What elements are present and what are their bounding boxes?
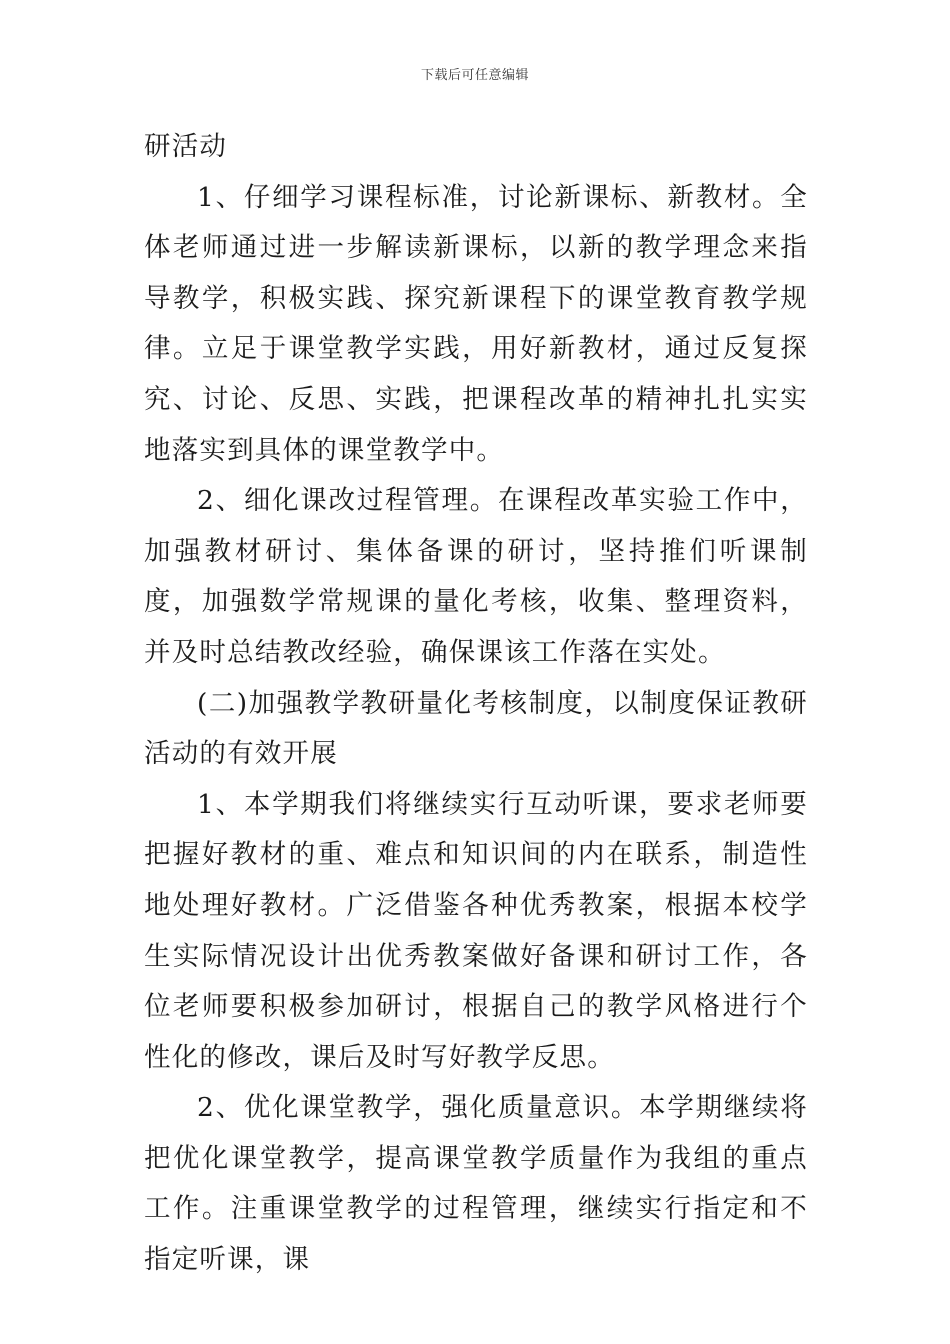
document-body <box>144 122 808 1286</box>
paragraph-item-2b: 2、优化课堂教学，强化质量意识。本学期继续将把优化课堂教学，提高课堂教学质量作为我组的重点工作。注重课堂教学的过程管理，继续实行指定和不指定听课，课 <box>144 1092 808 1276</box>
paragraph-item-1: 1、仔细学习课程标准，讨论新课标、新教材。全体老师通过进一步解读新课标，以新的教学理念来指导教学，积极实践、探究新课程下的课堂教育教学规律。立足于课堂教学实践，用好新教材，通过反复探究、讨论、反思、实践，把课程改革的精神扎扎实实地落实到具体的课堂教学中。 <box>144 181 808 466</box>
paragraph-item-1b: 1、本学期我们将继续实行互动听课，要求老师要把握好教材的重、难点和知识间的内在联系，制造性地处理好教材。广泛借鉴各种优秀教案，根据本校学生实际情况设计出优秀教案做好备课和研讨工作，各位老师要积极参加研讨，根据自己的教学风格进行个性化的修改，课后及时写好教学反思。 <box>144 788 808 1073</box>
paragraph-continuation: 研活动 <box>144 131 228 162</box>
section-heading: (二)加强教学教研量化考核制度，以制度保证教研活动的有效开展 <box>144 687 808 770</box>
page-header: 下载后可任意编辑 <box>420 68 529 83</box>
paragraph-item-2: 2、细化课改过程管理。在课程改革实验工作中，加强教材研讨、集体备课的研讨，坚持推们听课制度，加强数学常规课的量化考核，收集、整理资料，并及时总结教改经验，确保课该工作落在实处。 <box>144 485 808 668</box>
